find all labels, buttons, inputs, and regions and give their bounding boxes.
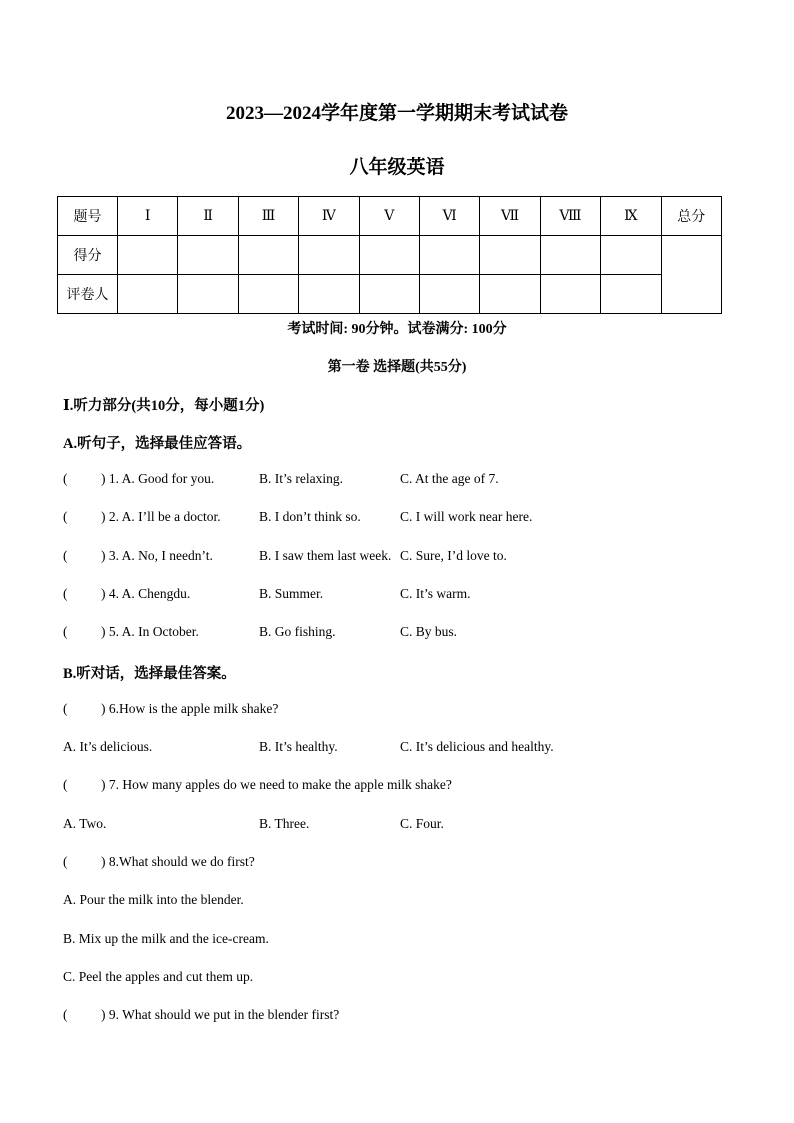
score-cell[interactable] — [118, 236, 178, 275]
option-a: ) 2. A. I’ll be a doctor. — [101, 509, 221, 524]
grader-cell[interactable] — [178, 275, 238, 314]
header-cell: Ⅸ — [601, 197, 661, 236]
option-a: ) 5. A. In October. — [101, 624, 199, 639]
header-cell: Ⅷ — [540, 197, 600, 236]
exam-info: 考试时间: 90分钟。试卷满分: 100分 — [287, 322, 507, 337]
answer-blank[interactable]: ( — [63, 548, 68, 563]
option-c: C. By bus. — [400, 624, 458, 639]
option-c: C. At the age of 7. — [400, 471, 499, 486]
option-c: C. Four. — [400, 816, 444, 831]
row-label: 得分 — [58, 236, 118, 275]
option-b: B. Mix up the milk and the ice-cream. — [63, 931, 269, 946]
option-c: C. It’s warm. — [400, 586, 471, 601]
option-a: A. Two. — [63, 816, 107, 831]
score-cell[interactable] — [419, 236, 479, 275]
grader-cell[interactable] — [299, 275, 359, 314]
grader-row — [58, 275, 722, 314]
answer-blank[interactable]: ( — [63, 777, 68, 792]
header-cell: Ⅵ — [419, 197, 479, 236]
score-cell[interactable] — [359, 236, 419, 275]
option-b: B. Go fishing. — [259, 624, 336, 639]
answer-blank[interactable]: ( — [63, 471, 68, 486]
answer-blank[interactable]: ( — [63, 854, 68, 869]
question-text: ) 7. How many apples do we need to make the apple milk shake? — [101, 777, 452, 792]
header-cell: Ⅰ — [118, 197, 178, 236]
option-a: ) 3. A. No, I needn’t. — [101, 548, 213, 563]
option-c: C. Peel the apples and cut them up. — [63, 969, 254, 984]
question-text: ) 6.How is the apple milk shake? — [101, 701, 279, 716]
option-b: B. I saw them last week. — [259, 548, 392, 563]
score-cell[interactable] — [480, 236, 540, 275]
option-b: B. Three. — [259, 816, 310, 831]
question-row — [63, 854, 255, 870]
question-row — [63, 548, 623, 564]
question-row — [63, 586, 623, 602]
header-cell: Ⅴ — [359, 197, 419, 236]
question-row — [63, 701, 278, 717]
option-b: B. I don’t think so. — [259, 509, 361, 524]
volume-title: 第一卷 选择题(共55分) — [327, 360, 467, 375]
grader-cell[interactable] — [238, 275, 298, 314]
total-score-cell[interactable] — [661, 236, 721, 314]
grader-cell[interactable] — [118, 275, 178, 314]
partA-title: A.听句子，选择最佳应答语。 — [63, 436, 252, 452]
row-label: 评卷人 — [58, 275, 118, 314]
score-cell[interactable] — [238, 236, 298, 275]
option-a: ) 4. A. Chengdu. — [101, 586, 191, 601]
options-row — [63, 816, 623, 832]
header-cell: Ⅶ — [480, 197, 540, 236]
option-b: B. Summer. — [259, 586, 324, 601]
option-c: C. I will work near here. — [400, 509, 533, 524]
score-cell[interactable] — [601, 236, 661, 275]
grader-cell[interactable] — [359, 275, 419, 314]
score-table-header-row — [58, 197, 722, 236]
grader-cell[interactable] — [480, 275, 540, 314]
header-cell: Ⅳ — [299, 197, 359, 236]
option-a: A. Pour the milk into the blender. — [63, 892, 244, 907]
option-b: B. It’s healthy. — [259, 739, 338, 754]
exam-subtitle: 八年级英语 — [349, 157, 445, 178]
answer-blank[interactable]: ( — [63, 1007, 68, 1022]
answer-blank[interactable]: ( — [63, 624, 68, 639]
answer-blank[interactable]: ( — [63, 586, 68, 601]
header-cell: Ⅱ — [178, 197, 238, 236]
option-b: B. It’s relaxing. — [259, 471, 343, 486]
option-a: ) 1. A. Good for you. — [101, 471, 215, 486]
answer-blank[interactable]: ( — [63, 701, 68, 716]
question-row — [63, 1007, 339, 1023]
options-row — [63, 739, 623, 755]
question-row — [63, 624, 623, 640]
question-row — [63, 777, 452, 793]
question-row — [63, 509, 623, 525]
exam-title: 2023—2024学年度第一学期期末考试试卷 — [225, 103, 568, 124]
score-row — [58, 236, 722, 275]
question-row — [63, 471, 623, 487]
option-c: C. Sure, I’d love to. — [400, 548, 507, 563]
option-c: C. It’s delicious and healthy. — [400, 739, 554, 754]
answer-blank[interactable]: ( — [63, 509, 68, 524]
partB-title: B.听对话，选择最佳答案。 — [63, 666, 236, 682]
header-cell: 总分 — [661, 197, 721, 236]
option-a: A. It’s delicious. — [63, 739, 153, 754]
question-text: ) 9. What should we put in the blender first? — [101, 1007, 340, 1022]
grader-cell[interactable] — [540, 275, 600, 314]
header-cell: 题号 — [58, 197, 118, 236]
section1-title: Ⅰ.听力部分(共10分，每小题1分) — [63, 398, 265, 414]
grader-cell[interactable] — [601, 275, 661, 314]
score-table — [57, 196, 722, 314]
score-cell[interactable] — [178, 236, 238, 275]
score-cell[interactable] — [299, 236, 359, 275]
grader-cell[interactable] — [419, 275, 479, 314]
header-cell: Ⅲ — [238, 197, 298, 236]
score-cell[interactable] — [540, 236, 600, 275]
question-text: ) 8.What should we do first? — [101, 854, 255, 869]
